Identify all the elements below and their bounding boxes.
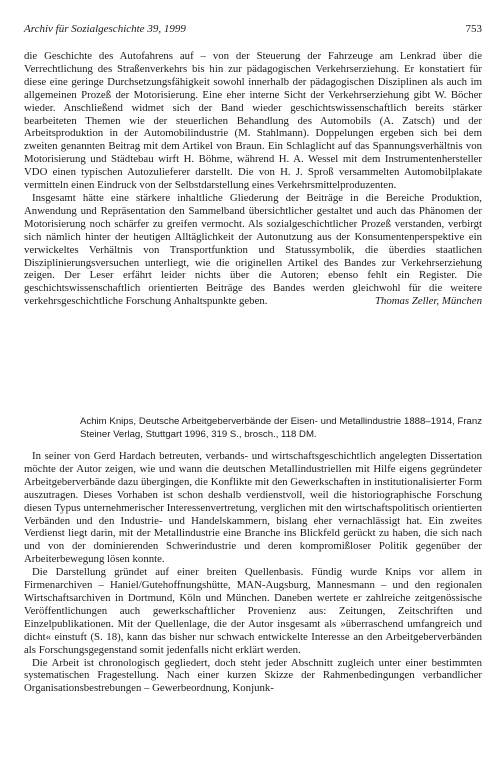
book-citation: Achim Knips, Deutsche Arbeitgeberverbände der Eisen- und Metallindustrie 1888–1914, Franz Steiner Verlag, Stuttgart 1996, 319 S., brosch., 118 DM. — [80, 416, 482, 440]
review1-paragraph-2 — [24, 192, 482, 308]
reviewer-signature: Thomas Zeller, München — [374, 295, 482, 308]
review2-paragraph-2: Die Darstellung gründet auf einer breiten Quellenbasis. Fündig wurde Knips vor allem in Firmenarchiven – Haniel/Gutehoffnungshütte, MAN-Augsburg, Mannesmann – und den regionalen Wirtschaftsarchiven in Dortmund, Köln und München. Daneben wertete er zahlreiche zeitgenössische Veröffentlichungen auch gewerkschaftlicher Provenienz aus: Zeitungen, Zeitschriften und Einzelpublikationen. Mit der Quellenlage, die der Autor insgesamt als »überraschend umfangreich und dicht« einstuft (S. 18), kann das bisher nur schwach entwickelte Interesse an den Arbeitgeberverbänden als Forschungsgegenstand somit jedenfalls nicht erklärt werden. — [24, 566, 482, 656]
review1-paragraph-2-text: Insgesamt hätte eine stärkere inhaltliche Gliederung der Beiträge in die Bereiche Produktion, Anwendung und Repräsentation den Sammelband übersichtlicher gestaltet und auch das Phänomen der Motorisierung noch schärfer zu greifen vermocht. Als sozialgeschichtlicher Prozeß verstanden, verbirgt sich nämlich hinter der heutigen Alltäglichkeit der Autonutzung aus der Konsumentenperspektive ein verwickeltes Verhältnis von Transportfunktion und Statussymbolik, die überdies staatlichen Disziplinierungsversuchen unterliegt, wie die originellen Artikel des Bandes zur Verkehrserziehung zeigen. Der Leser erfährt leider nichts über die Autoren; ebenso fehlt ein Register. Die geschichtswissenschaftlich orientierten Beiträge des Bandes werden gleichwohl für die weitere verkehrsgeschichtliche Forschung Anhaltspunkte geben. — [24, 191, 482, 308]
review-knips-body — [24, 450, 482, 695]
review1-paragraph-1: die Geschichte des Autofahrens auf – von der Steuerung der Fahrzeuge am Lenkrad über die Verrechtlichung des Straßenverkehrs bis hin zur pädagogischen Verkehrserziehung. Er konstatiert für diese eine geringe Durchsetzungsfähigkeit sowohl innerhalb der pädagogischen Disziplinen als auch im allgemeinen Prozeß der Motorisierung. Eine eher interne Sicht der Verkehrserziehung gibt W. Böcher wieder. Anschließend widmet sich der Band wieder geschichtswissenschaftlich bereits stärker bearbeiteten Themen wie der steuerlichen Behandlung des Automobils (A. Zatsch) und der Arbeitsproduktion in der Automobilindustrie (M. Stahlmann). Doppelungen ergeben sich bei dem zweiten genannten Beitrag mit dem Artikel von Braun. Ein Schlaglicht auf das Spannungsverhältnis von Motorisierung und Städtebau wirft H. Böhme, während H. A. Wessel mit dem Instrumentenhersteller VDO einen typischen Autozulieferer darstellt. Die von H. J. Sproß versammelten Automobilplakate vermitteln einen Eindruck von der Selbstdarstellung eines Verkehrsmittelproduzenten. — [24, 50, 482, 192]
review-zeller-body — [24, 50, 482, 308]
review2-paragraph-3: Die Arbeit ist chronologisch gegliedert, doch steht jeder Abschnitt zugleich unter einer bestimmten systematischen Fragestellung. Nach einer kurzen Skizze der Rahmenbedingungen verbandlicher Organisationsbestrebungen – Gewerbeordnung, Konjunk- — [24, 656, 482, 695]
page-number: 753 — [465, 23, 482, 35]
journal-title: Archiv für Sozialgeschichte 39, 1999 — [24, 23, 186, 35]
review2-paragraph-1: In seiner von Gerd Hardach betreuten, verbands- und wirtschaftsgeschichtlich angelegten Dissertation möchte der Autor zeigen, wie und wann die deutschen Metallindustriellen mit Hilfe eigens gegründeter Arbeitgeberverbände dazu übergingen, die Konflikte mit den Gewerkschaften in institutionalisierter Form auszutragen. Dieses Vorhaben ist schon deshalb verdienstvoll, weil die historiographische Forschung diesen Typus unternehmerischer Interessenvertretung, verglichen mit den wirtschaftspolitisch orientierten Verbänden und den Industrie- und Handelskammern, bislang eher vernachlässigt hat. Ein zweites Verdienst liegt darin, mit der Metallindustrie eine Branche ins Blickfeld gerückt zu haben, die sich nach und von der dominierenden Schwerindustrie und deren kompromißloser Politik gegenüber der Arbeiterbewegung lösen konnte. — [24, 450, 482, 566]
running-header — [24, 22, 482, 36]
